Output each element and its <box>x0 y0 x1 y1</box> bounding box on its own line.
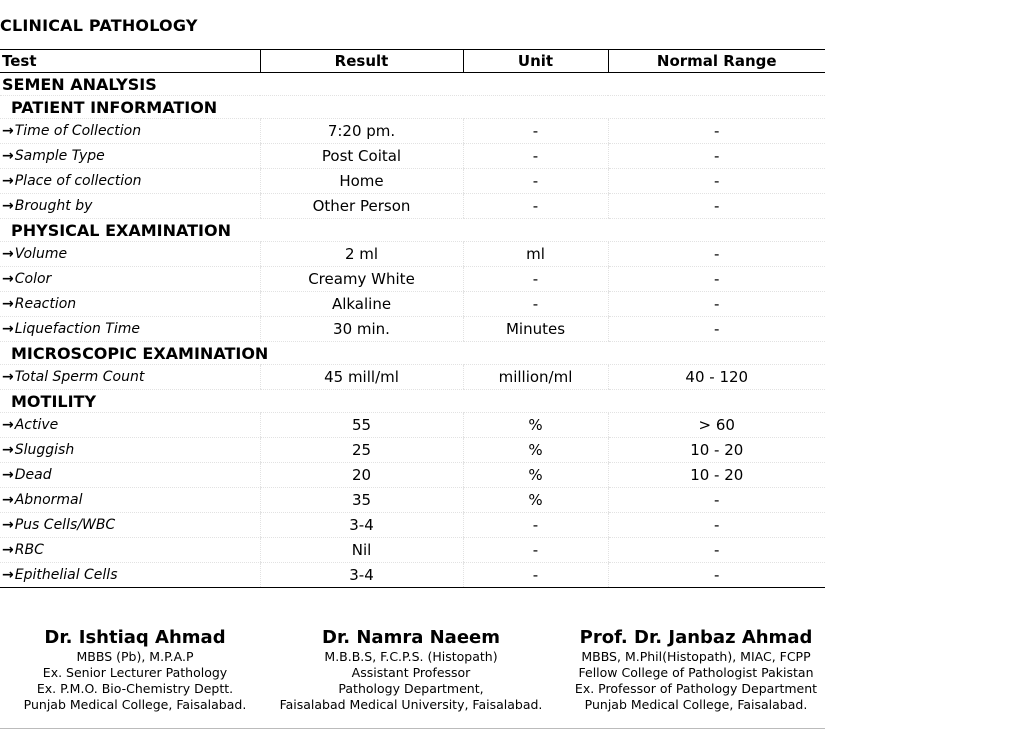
range-cell: - <box>608 267 825 292</box>
test-name: Epithelial Cells <box>14 567 118 583</box>
range-cell: 40 - 120 <box>608 365 825 390</box>
test-name-cell <box>0 242 260 267</box>
section-motility <box>0 390 825 413</box>
unit-cell: - <box>463 169 608 194</box>
signature-block-namra-naeem <box>272 627 550 713</box>
table-row <box>0 563 825 588</box>
table-row <box>0 144 825 169</box>
unit-cell: - <box>463 144 608 169</box>
test-name: Place of collection <box>14 173 142 189</box>
table-row <box>0 538 825 563</box>
range-cell: - <box>608 563 825 588</box>
result-cell: Alkaline <box>260 292 463 317</box>
section-title: MICROSCOPIC EXAMINATION <box>0 342 825 365</box>
test-name-cell <box>0 513 260 538</box>
range-cell: 10 - 20 <box>608 438 825 463</box>
test-name: Sample Type <box>14 148 105 164</box>
section-title: SEMEN ANALYSIS <box>0 73 825 96</box>
result-cell: 25 <box>260 438 463 463</box>
arrow-right-icon: → <box>2 123 14 139</box>
result-cell: Home <box>260 169 463 194</box>
test-name: Sluggish <box>14 442 75 458</box>
results-table <box>0 49 825 588</box>
range-cell: - <box>608 292 825 317</box>
test-name: Reaction <box>14 296 77 312</box>
arrow-right-icon: → <box>2 246 14 262</box>
arrow-right-icon: → <box>2 198 14 214</box>
test-name: Active <box>14 417 59 433</box>
signatory-name: Dr. Ishtiaq Ahmad <box>44 627 226 648</box>
test-name-cell <box>0 365 260 390</box>
range-cell: > 60 <box>608 413 825 438</box>
arrow-right-icon: → <box>2 467 14 483</box>
signatory-institution: Punjab Medical College, Faisalabad. <box>23 697 247 712</box>
range-cell: - <box>608 242 825 267</box>
section-physical-examination <box>0 219 825 242</box>
arrow-right-icon: → <box>2 321 14 337</box>
signatory-name: Dr. Namra Naeem <box>322 627 500 648</box>
test-name: Total Sperm Count <box>14 369 145 385</box>
result-cell: 35 <box>260 488 463 513</box>
table-header-row <box>0 50 825 73</box>
table-row <box>0 169 825 194</box>
unit-cell: % <box>463 463 608 488</box>
result-cell: 30 min. <box>260 317 463 342</box>
table-row <box>0 194 825 219</box>
result-cell: Post Coital <box>260 144 463 169</box>
arrow-right-icon: → <box>2 567 14 583</box>
signatory-institution: Punjab Medical College, Faisalabad. <box>584 697 808 712</box>
section-microscopic-examination <box>0 342 825 365</box>
signatory-name: Prof. Dr. Janbaz Ahmad <box>579 627 813 648</box>
unit-cell: - <box>463 292 608 317</box>
range-cell: - <box>608 194 825 219</box>
range-cell: - <box>608 169 825 194</box>
result-cell: 7:20 pm. <box>260 119 463 144</box>
result-cell: Other Person <box>260 194 463 219</box>
header-result: Result <box>260 50 463 73</box>
header-unit: Unit <box>463 50 608 73</box>
result-cell: Creamy White <box>260 267 463 292</box>
test-name: Color <box>14 271 52 287</box>
unit-cell: - <box>463 267 608 292</box>
arrow-right-icon: → <box>2 492 14 508</box>
signatory-qualification: M.B.B.S, F.C.P.S. (Histopath) <box>324 649 498 664</box>
test-name: Liquefaction Time <box>14 321 140 337</box>
table-row <box>0 317 825 342</box>
table-row <box>0 242 825 267</box>
range-cell: - <box>608 488 825 513</box>
table-row <box>0 413 825 438</box>
test-name-cell <box>0 267 260 292</box>
test-name: RBC <box>14 542 44 558</box>
test-name: Abnormal <box>14 492 83 508</box>
unit-cell: % <box>463 413 608 438</box>
arrow-right-icon: → <box>2 417 14 433</box>
table-row <box>0 463 825 488</box>
signatory-title: Ex. Senior Lecturer Pathology <box>42 665 228 680</box>
table-row <box>0 365 825 390</box>
arrow-right-icon: → <box>2 369 14 385</box>
unit-cell: - <box>463 119 608 144</box>
table-row <box>0 292 825 317</box>
test-name-cell <box>0 488 260 513</box>
table-row <box>0 488 825 513</box>
table-row <box>0 513 825 538</box>
section-title: PATIENT INFORMATION <box>0 96 825 119</box>
result-cell: 45 mill/ml <box>260 365 463 390</box>
test-name-cell <box>0 563 260 588</box>
result-cell: 20 <box>260 463 463 488</box>
test-name: Pus Cells/WBC <box>14 517 116 533</box>
test-name-cell <box>0 292 260 317</box>
signatory-title: Fellow College of Pathologist Pakistan <box>578 665 814 680</box>
range-cell: 10 - 20 <box>608 463 825 488</box>
result-cell: 3-4 <box>260 513 463 538</box>
result-cell: Nil <box>260 538 463 563</box>
signatory-title: Assistant Professor <box>351 665 471 680</box>
test-name: Volume <box>14 246 68 262</box>
signatory-title: Ex. Professor of Pathology Department <box>574 681 818 696</box>
department-title: CLINICAL PATHOLOGY <box>0 16 198 35</box>
result-cell: 2 ml <box>260 242 463 267</box>
section-title: PHYSICAL EXAMINATION <box>0 219 825 242</box>
section-title: MOTILITY <box>0 390 825 413</box>
arrow-right-icon: → <box>2 517 14 533</box>
unit-cell: Minutes <box>463 317 608 342</box>
table-row <box>0 438 825 463</box>
range-cell: - <box>608 144 825 169</box>
range-cell: - <box>608 119 825 144</box>
header-test: Test <box>0 50 260 73</box>
test-name-cell <box>0 538 260 563</box>
unit-cell: million/ml <box>463 365 608 390</box>
range-cell: - <box>608 513 825 538</box>
test-name-cell <box>0 317 260 342</box>
section-semen-analysis <box>0 73 825 96</box>
signatory-department: Pathology Department, <box>338 681 484 696</box>
signatory-qualification: MBBS (Pb), M.P.A.P <box>76 649 194 664</box>
signature-block-janbaz-ahmad <box>566 627 826 713</box>
test-name: Brought by <box>14 198 93 214</box>
signature-block-ishtiaq-ahmad <box>14 627 256 713</box>
test-name-cell <box>0 169 260 194</box>
arrow-right-icon: → <box>2 148 14 164</box>
unit-cell: % <box>463 488 608 513</box>
arrow-right-icon: → <box>2 442 14 458</box>
test-name-cell <box>0 194 260 219</box>
unit-cell: - <box>463 538 608 563</box>
test-name: Time of Collection <box>14 123 142 139</box>
test-name-cell <box>0 144 260 169</box>
signatory-qualification: MBBS, M.Phil(Histopath), MIAC, FCPP <box>581 649 811 664</box>
unit-cell: - <box>463 194 608 219</box>
test-name-cell <box>0 413 260 438</box>
test-name-cell <box>0 463 260 488</box>
signatory-title: Ex. P.M.O. Bio-Chemistry Deptt. <box>36 681 234 696</box>
unit-cell: ml <box>463 242 608 267</box>
table-row <box>0 267 825 292</box>
header-normal-range: Normal Range <box>608 50 825 73</box>
range-cell: - <box>608 538 825 563</box>
result-cell: 3-4 <box>260 563 463 588</box>
arrow-right-icon: → <box>2 271 14 287</box>
result-cell: 55 <box>260 413 463 438</box>
arrow-right-icon: → <box>2 173 14 189</box>
unit-cell: - <box>463 563 608 588</box>
test-name: Dead <box>14 467 52 483</box>
arrow-right-icon: → <box>2 296 14 312</box>
test-name-cell <box>0 119 260 144</box>
test-name-cell <box>0 438 260 463</box>
arrow-right-icon: → <box>2 542 14 558</box>
unit-cell: - <box>463 513 608 538</box>
section-patient-information <box>0 96 825 119</box>
signatory-institution: Faisalabad Medical University, Faisalabad. <box>279 697 543 712</box>
range-cell: - <box>608 317 825 342</box>
table-row <box>0 119 825 144</box>
unit-cell: % <box>463 438 608 463</box>
